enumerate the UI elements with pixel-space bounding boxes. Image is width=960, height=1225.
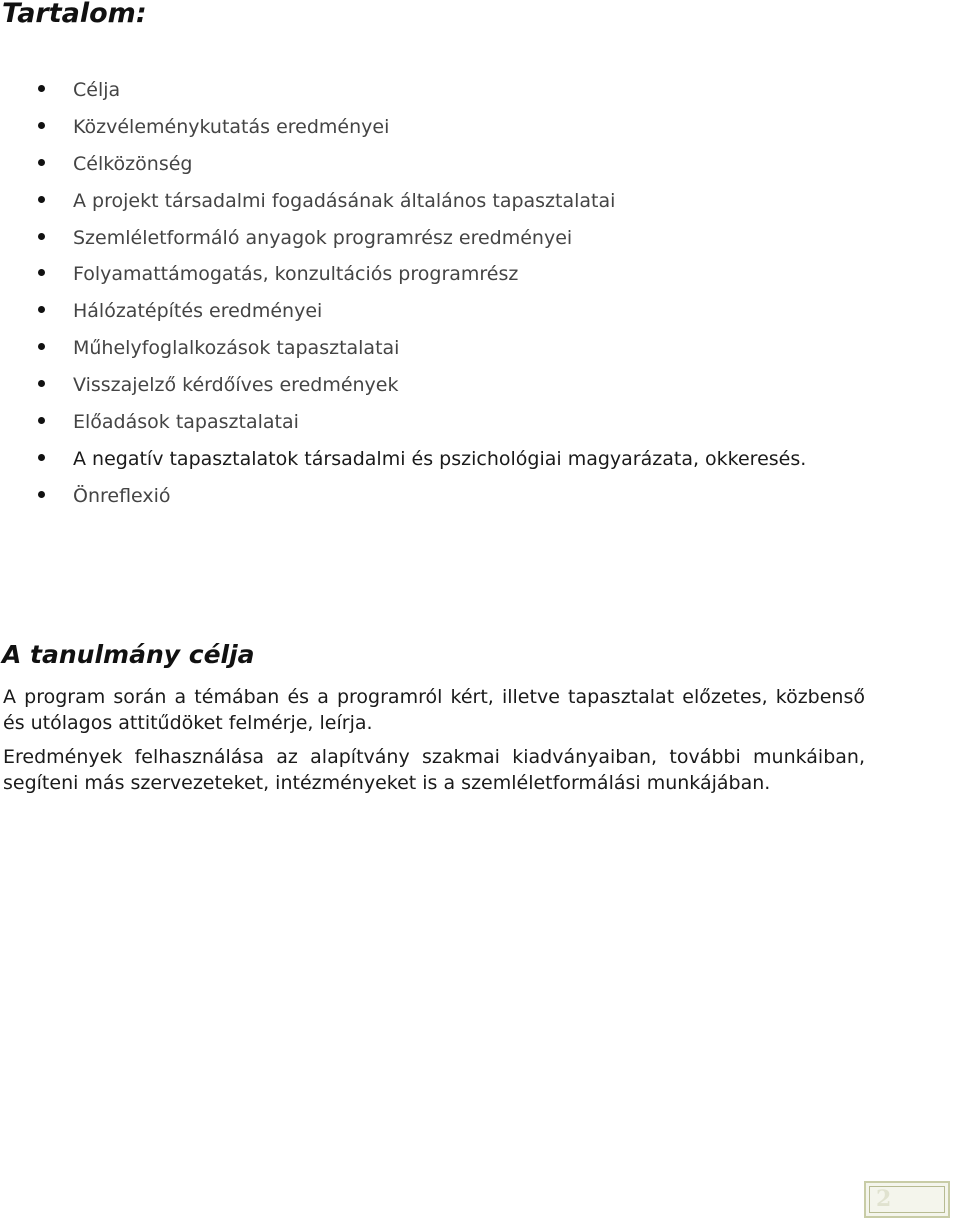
toc-list — [0, 72, 806, 515]
toc-item-label: Műhelyfoglalkozások tapasztalatai — [73, 337, 400, 360]
bullet-icon — [38, 122, 45, 129]
toc-item-label: Önreflexió — [73, 484, 171, 507]
bullet-icon — [38, 491, 45, 498]
toc-item — [0, 146, 806, 183]
bullet-icon — [38, 417, 45, 424]
bullet-icon — [38, 343, 45, 350]
toc-item-label: A projekt társadalmi fogadásának általános tapasztalatai — [73, 189, 616, 212]
toc-item — [0, 367, 806, 404]
toc-item — [0, 441, 806, 478]
page-number-badge: 2 — [864, 1181, 950, 1218]
toc-item-label: Folyamattámogatás, konzultációs programrész — [73, 263, 519, 286]
toc-item — [0, 478, 806, 515]
bullet-icon — [38, 85, 45, 92]
toc-item — [0, 256, 806, 293]
bullet-icon — [38, 306, 45, 313]
toc-item — [0, 72, 806, 109]
bullet-icon — [38, 159, 45, 166]
toc-item — [0, 109, 806, 146]
toc-title: Tartalom: — [2, 0, 147, 29]
bullet-icon — [38, 454, 45, 461]
bullet-icon — [38, 269, 45, 276]
toc-item-label: Közvéleménykutatás eredményei — [73, 115, 390, 138]
toc-item-label: Célja — [73, 79, 121, 101]
toc-item — [0, 183, 806, 220]
toc-item-label: Szemléletformáló anyagok programrész eredményei — [73, 226, 573, 249]
bullet-icon — [38, 380, 45, 387]
toc-item-label: Hálózatépítés eredményei — [73, 300, 323, 323]
toc-item-label: Célközönség — [73, 152, 193, 175]
toc-item — [0, 330, 806, 367]
bullet-icon — [38, 196, 45, 203]
toc-item-label: Visszajelző kérdőíves eredmények — [73, 374, 399, 397]
toc-item-label: A negatív tapasztalatok társadalmi és pszichológiai magyarázata, okkeresés. — [73, 447, 807, 470]
body-paragraph: Eredmények felhasználása az alapítvány szakmai kiadványaiban, további munkáiban, segíteni más szervezeteket, intézményeket is a szemléletformálási munkájában. — [3, 746, 865, 794]
bullet-icon — [38, 233, 45, 240]
section-heading: A tanulmány célja — [2, 640, 255, 669]
toc-item-label: Előadások tapasztalatai — [73, 411, 299, 434]
toc-item — [0, 220, 806, 257]
toc-item — [0, 293, 806, 330]
toc-item — [0, 404, 806, 441]
body-paragraph: A program során a témában és a programról kért, illetve tapasztalat előzetes, közbenső és utólagos attitűdöket felmérje, leírja. — [3, 686, 865, 734]
